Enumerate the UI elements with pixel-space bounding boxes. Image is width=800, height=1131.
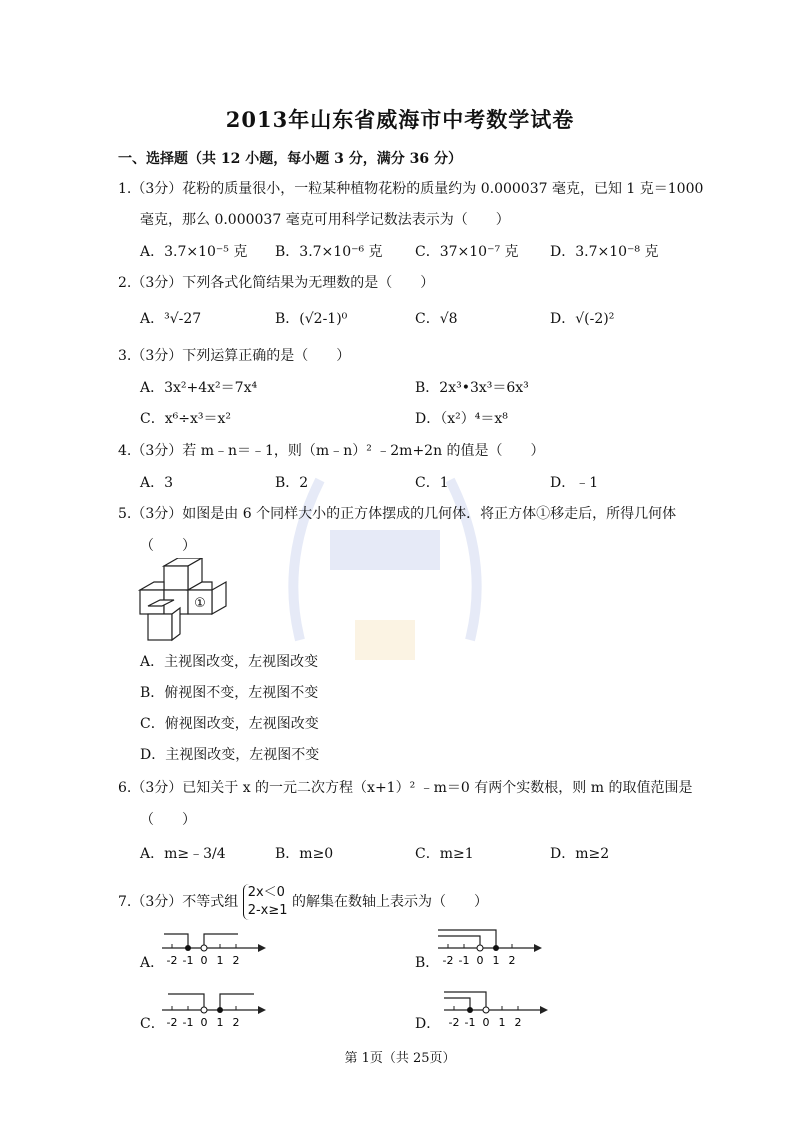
- question-1-line-2: 毫克，那么 0.000037 毫克可用科学记数法表示为（ ）: [140, 212, 510, 228]
- question-2-option-b: B．(√2-1)⁰: [275, 311, 348, 327]
- question-7-option-a: A．: [140, 955, 165, 971]
- tick-b-2: -1: [458, 954, 470, 967]
- tick-b-5: 2: [508, 954, 516, 967]
- tick-d-4: 1: [498, 1016, 506, 1029]
- question-7-option-b: B．: [415, 955, 440, 971]
- tick-a-5: 2: [232, 954, 240, 967]
- question-5-line-2: （ ）: [140, 538, 196, 554]
- question-3-option-b: B．2x³•3x³＝6x³: [415, 380, 529, 396]
- tick-c-3: 0: [200, 1016, 208, 1029]
- tick-b-3: 0: [476, 954, 484, 967]
- question-4-option-d: D．﹣1: [550, 475, 599, 491]
- cube-one-label: ①: [194, 596, 206, 611]
- cube-stack-figure: [138, 558, 238, 644]
- question-7-option-d: D．: [415, 1016, 441, 1032]
- tick-c-2: -1: [182, 1016, 194, 1029]
- question-6-option-c: C．m≥1: [415, 846, 474, 862]
- question-2-option-d: D．√(-2)²: [550, 311, 615, 327]
- question-5-option-c: C．俯视图改变，左视图改变: [140, 716, 319, 732]
- question-6-line-2: （ ）: [140, 812, 196, 828]
- question-5-option-a: A．主视图改变，左视图改变: [140, 654, 319, 670]
- question-6-option-b: B．m≥0: [275, 846, 334, 862]
- question-6-option-a: A．m≥﹣3/4: [140, 846, 226, 862]
- page-footer: 第 1页（共 25页）: [344, 1051, 456, 1066]
- tick-c-5: 2: [232, 1016, 240, 1029]
- section-heading: 一、选择题（共 12 小题，每小题 3 分，满分 36 分）: [118, 151, 462, 167]
- tick-a-3: 0: [200, 954, 208, 967]
- tick-c-1: -2: [166, 1016, 178, 1029]
- question-5-option-d: D．主视图改变，左视图不变: [140, 747, 320, 763]
- tick-d-1: -2: [448, 1016, 460, 1029]
- question-7-suffix: 的解集在数轴上表示为（ ）: [292, 894, 488, 910]
- question-3-option-c: C．x⁶÷x³＝x²: [140, 411, 231, 427]
- question-1-option-d: D．3.7×10⁻⁸ 克: [550, 244, 659, 260]
- question-7-option-c: C．: [140, 1016, 165, 1032]
- question-2-line-1: 2.（3分）下列各式化简结果为无理数的是（ ）: [118, 275, 435, 291]
- tick-a-1: -2: [166, 954, 178, 967]
- question-7-prefix: 7.（3分）不等式组: [118, 894, 239, 910]
- question-6-line-1: 6.（3分）已知关于 x 的一元二次方程（x+1）² ﹣m＝0 有两个实数根，则 m 的取值范围是: [118, 780, 693, 796]
- inequality-2: 2-x≥1: [247, 903, 288, 918]
- question-1-line-1: 1.（3分）花粉的质量很小，一粒某种植物花粉的质量约为 0.000037 毫克，已知 1 克＝1000: [118, 181, 704, 197]
- number-line-d: [440, 984, 550, 1032]
- question-7-line-1: [118, 884, 488, 920]
- inequality-1: 2x＜0: [247, 885, 285, 900]
- tick-a-2: -1: [182, 954, 194, 967]
- tick-d-2: -1: [464, 1016, 476, 1029]
- number-line-b: [434, 922, 544, 970]
- question-2-option-a: A．³√-27: [140, 311, 202, 327]
- question-5-line-1: 5.（3分）如图是由 6 个同样大小的正方体摆成的几何体．将正方体①移走后，所得几何体: [118, 506, 677, 522]
- page-title: 2013年山东省威海市中考数学试卷: [225, 107, 575, 132]
- question-3-option-a: A．3x²+4x²＝7x⁴: [140, 380, 258, 396]
- question-4-option-a: A．3: [140, 475, 174, 491]
- tick-b-4: 1: [492, 954, 500, 967]
- tick-d-5: 2: [514, 1016, 522, 1029]
- question-6-option-d: D．m≥2: [550, 846, 610, 862]
- question-2-option-c: C．√8: [415, 311, 458, 327]
- question-4-option-b: B．2: [275, 475, 309, 491]
- number-line-c: [158, 984, 268, 1032]
- question-3-option-d: D．（x²）⁴＝x⁸: [415, 411, 508, 427]
- inequality-system: [243, 884, 288, 920]
- question-1-option-c: C．37×10⁻⁷ 克: [415, 244, 519, 260]
- number-line-a: [158, 922, 268, 970]
- tick-b-1: -2: [442, 954, 454, 967]
- tick-d-3: 0: [482, 1016, 490, 1029]
- question-4-line-1: 4.（3分）若 m﹣n＝﹣1，则（m﹣n）² ﹣2m+2n 的值是（ ）: [118, 443, 545, 459]
- question-4-option-c: C．1: [415, 475, 449, 491]
- question-1-option-a: A．3.7×10⁻⁵ 克: [140, 244, 248, 260]
- tick-c-4: 1: [216, 1016, 224, 1029]
- question-1-option-b: B．3.7×10⁻⁶ 克: [275, 244, 383, 260]
- question-3-line-1: 3.（3分）下列运算正确的是（ ）: [118, 348, 351, 364]
- tick-a-4: 1: [216, 954, 224, 967]
- question-5-option-b: B．俯视图不变，左视图不变: [140, 685, 319, 701]
